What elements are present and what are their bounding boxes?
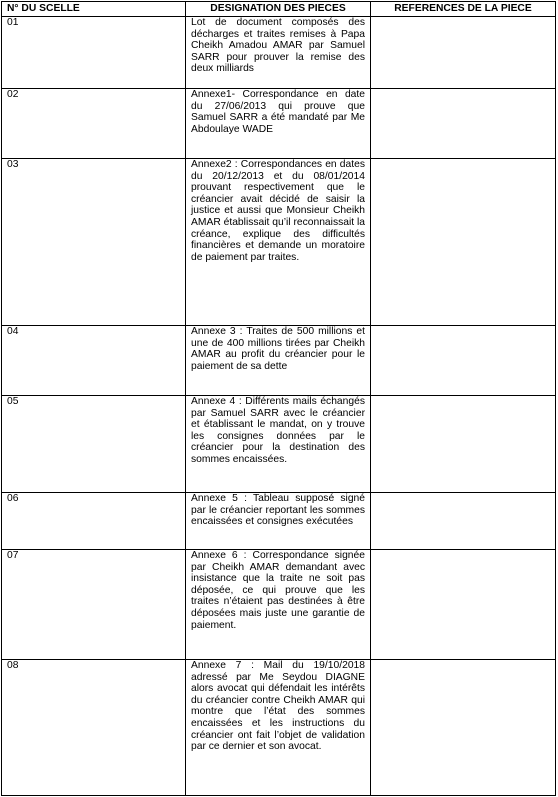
cell-reference xyxy=(371,660,556,796)
cell-designation: Lot de document composés des décharges et traites remises à Papa Cheikh Amadou AMAR par Samuel SARR pour prouver la remise des deux milliards xyxy=(186,17,371,89)
table-header-row xyxy=(2,2,556,17)
cell-designation: Annexe2 : Correspondances en dates du 20/12/2013 et du 08/01/2014 prouvant respectivement que le créancier avait décidé de saisir la justice et aussi que Monsieur Cheikh AMAR établissait qu’il reconnaissait la créance, explique des difficultés financières et demande un moratoire de paiement par traites. xyxy=(186,159,371,326)
cell-reference xyxy=(371,159,556,326)
table-row xyxy=(2,326,556,396)
cell-designation: Annexe 4 : Différents mails échangés par Samuel SARR avec le créancier et établissant le mandat, on y trouve les consignes données par le créancier pour la destination des sommes encaissées. xyxy=(186,396,371,493)
cell-reference xyxy=(371,89,556,159)
cell-num: 08 xyxy=(2,660,186,796)
cell-num: 01 xyxy=(2,17,186,89)
cell-reference xyxy=(371,17,556,89)
cell-designation: Annexe 3 : Traites de 500 millions et une de 400 millions tirées par Cheikh AMAR au profit du créancier pour le paiement de sa dette xyxy=(186,326,371,396)
cell-designation: Annexe1- Correspondance en date du 27/06/2013 qui prouve que Samuel SARR a été mandaté par Me Abdoulaye WADE xyxy=(186,89,371,159)
cell-num: 02 xyxy=(2,89,186,159)
cell-num: 04 xyxy=(2,326,186,396)
header-references: REFERENCES DE LA PIECE xyxy=(371,2,556,17)
cell-designation: Annexe 6 : Correspondance signée par Cheikh AMAR demandant avec insistance que la traite ne soit pas déposée, ce qui prouve que les traites n’étaient pas destinées à être déposées mais juste une garantie de paiement. xyxy=(186,550,371,660)
cell-designation: Annexe 5 : Tableau supposé signé par le créancier reportant les sommes encaissées et consignes exécutées xyxy=(186,493,371,550)
cell-reference xyxy=(371,326,556,396)
table-row xyxy=(2,17,556,89)
cell-num: 03 xyxy=(2,159,186,326)
table-row xyxy=(2,550,556,660)
header-num-scelle: N° DU SCELLE xyxy=(2,2,186,17)
table-row xyxy=(2,396,556,493)
cell-reference xyxy=(371,550,556,660)
table-row xyxy=(2,89,556,159)
cell-reference xyxy=(371,396,556,493)
table-row xyxy=(2,159,556,326)
cell-num: 07 xyxy=(2,550,186,660)
cell-num: 05 xyxy=(2,396,186,493)
cell-num: 06 xyxy=(2,493,186,550)
cell-designation: Annexe 7 : Mail du 19/10/2018 adressé par Me Seydou DIAGNE alors avocat qui défendait les intérêts du créancier contre Cheikh AMAR qui montre que l’état des sommes encaissées et les instructions du créancier ont fait l’objet de validation par ce dernier et son avocat. xyxy=(186,660,371,796)
document-page xyxy=(1,1,557,796)
cell-reference xyxy=(371,493,556,550)
table-row xyxy=(2,493,556,550)
table-row xyxy=(2,660,556,796)
header-designation: DESIGNATION DES PIECES xyxy=(186,2,371,17)
scelle-table xyxy=(1,1,556,796)
